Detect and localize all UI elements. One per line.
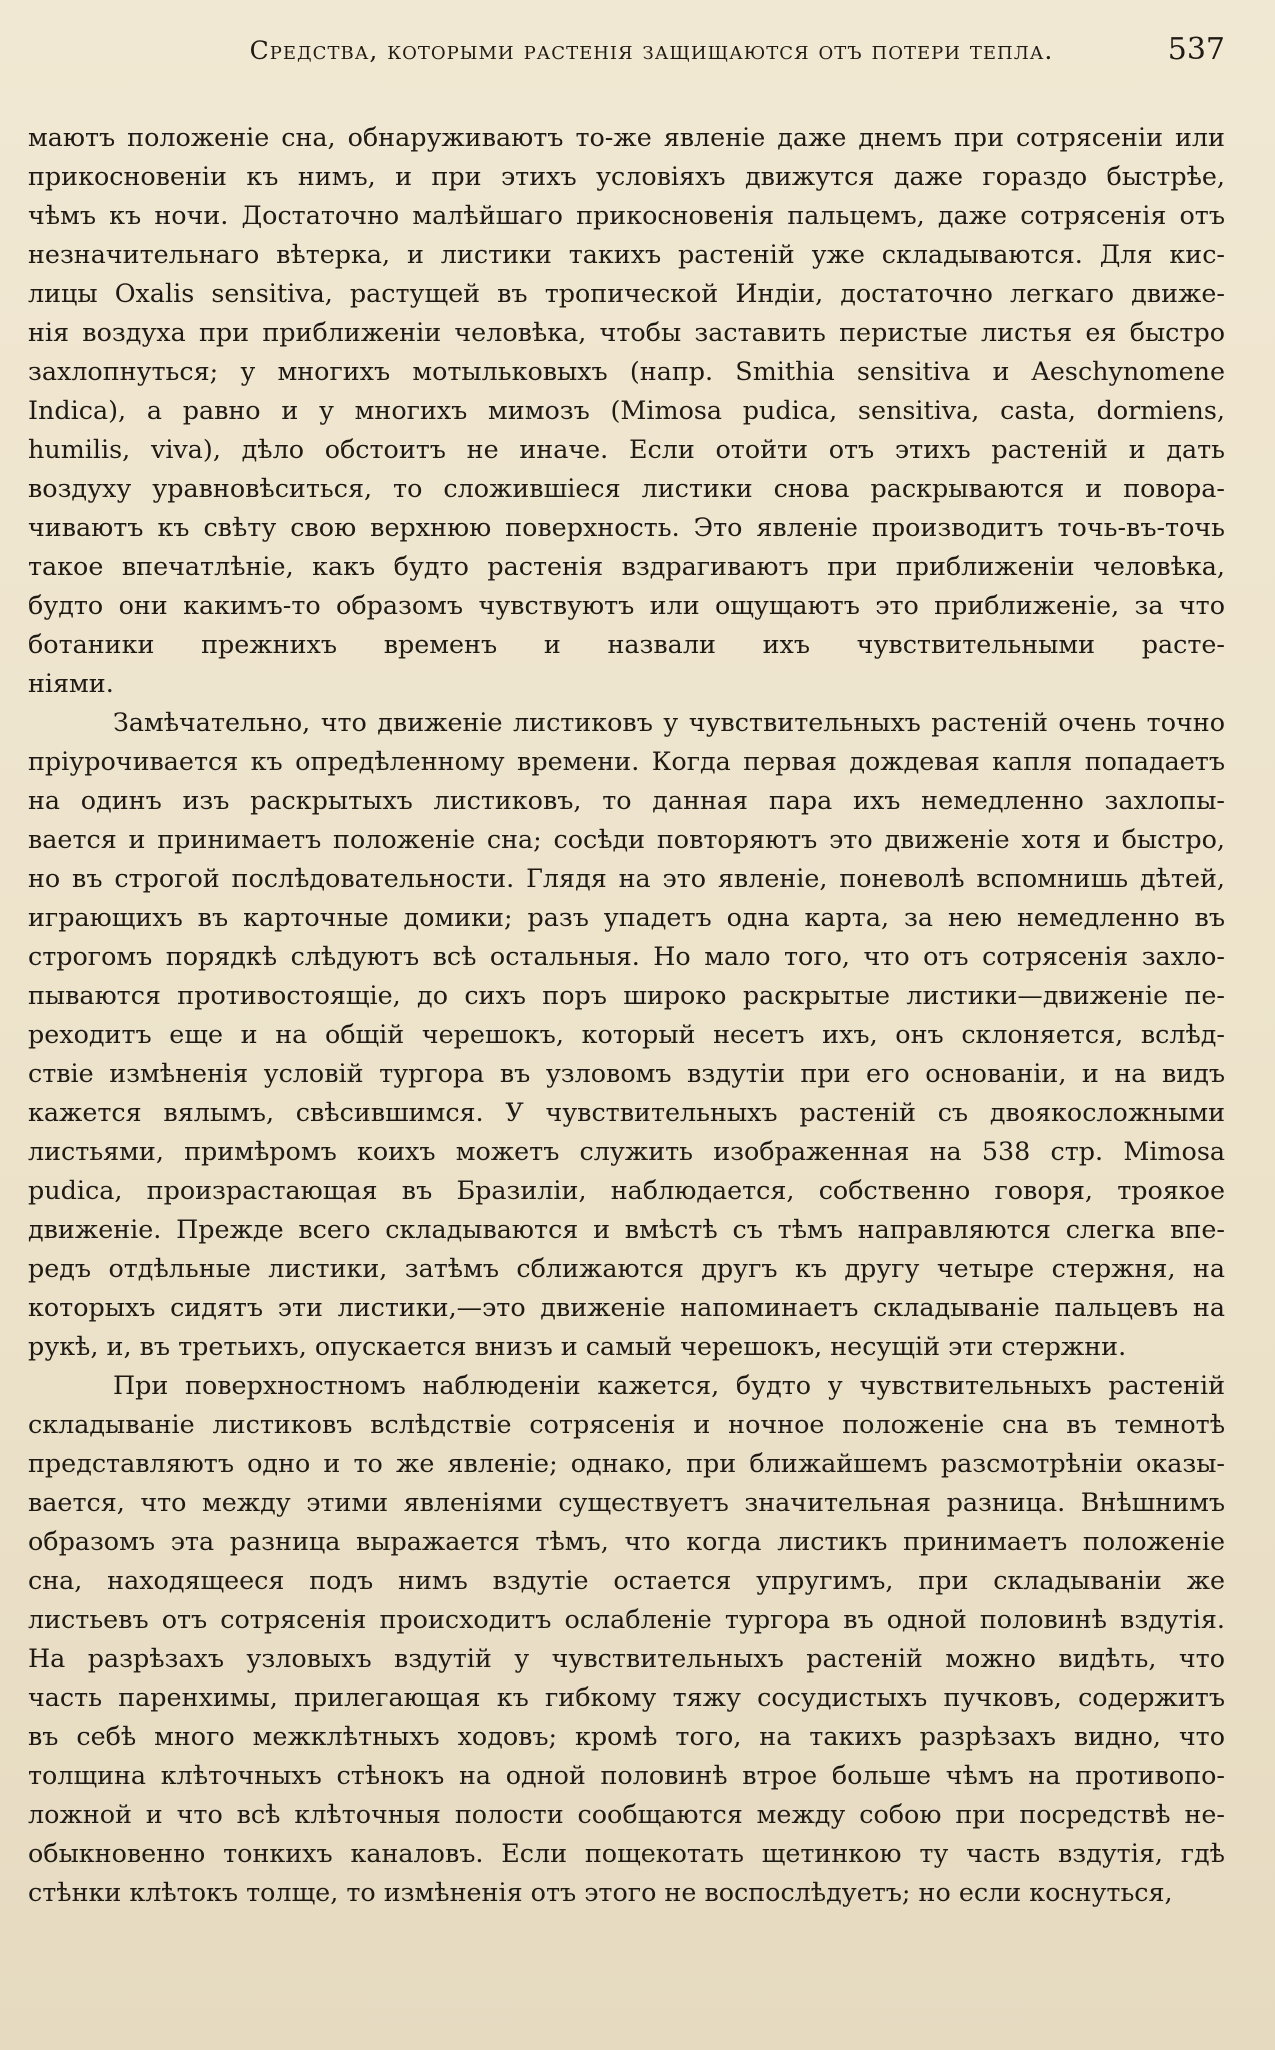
text-line: чѣмъ къ ночи. Достаточно малѣйшаго прикосновенія пальцемъ, даже сотрясенія отъ	[28, 200, 1225, 230]
text-line: на одинъ изъ раскрытыхъ листиковъ, то данная пара ихъ немедленно захлопы-	[28, 785, 1225, 815]
text-line: кажется вялымъ, свѣсившимся. У чувствительныхъ растеній съ двоякосложными	[28, 1097, 1225, 1127]
text-line: реходитъ еще и на общій черешокъ, который несетъ ихъ, онъ склоняется, вслѣд-	[28, 1019, 1225, 1049]
paragraph	[28, 1366, 1225, 1912]
text-line: чиваютъ къ свѣту свою верхнюю поверхность. Это явленіе производитъ точь-въ-точь	[28, 512, 1225, 542]
text-line: стѣнки клѣтокъ толще, то измѣненія отъ этого не воспослѣдуетъ; но если коснуться,	[28, 1877, 1173, 1907]
text-line: но въ строгой послѣдовательности. Глядя на это явленіе, поневолѣ вспомнишь дѣтей,	[28, 863, 1225, 893]
text-line: humilis, viva), дѣло обстоитъ не иначе. Если отойти отъ этихъ растеній и дать	[28, 434, 1225, 464]
text-line: При поверхностномъ наблюденіи кажется, будто у чувствительныхъ растеній	[113, 1370, 1225, 1400]
text-line: На разрѣзахъ узловыхъ вздутій у чувствительныхъ растеній можно видѣть, что	[28, 1643, 1225, 1673]
text-line: такое впечатлѣніе, какъ будто растенія вздрагиваютъ при приближеніи человѣка,	[28, 551, 1225, 581]
text-line: захлопнуться; у многихъ мотыльковыхъ (напр. Smithia sensitiva и Aeschynomene	[28, 356, 1225, 386]
text-line: pudica, произрастающая въ Бразиліи, наблюдается, собственно говоря, троякое	[28, 1175, 1225, 1205]
body-text	[28, 118, 1225, 1912]
text-line: редъ отдѣльные листики, затѣмъ сближаются другъ къ другу четыре стержня, на	[28, 1253, 1225, 1283]
text-line: будто они какимъ-то образомъ чувствуютъ или ощущаютъ это приближеніе, за что	[28, 590, 1225, 620]
text-line: движеніе. Прежде всего складываются и вмѣстѣ съ тѣмъ направляются слегка впе-	[28, 1214, 1225, 1244]
text-line: которыхъ сидятъ эти листики,—это движеніе напоминаетъ складываніе пальцевъ на	[28, 1292, 1225, 1322]
text-line: незначительнаго вѣтерка, и листики такихъ растеній уже складываются. Для кис-	[28, 239, 1225, 269]
paragraph	[28, 118, 1225, 703]
text-line: въ себѣ много межклѣтныхъ ходовъ; кромѣ того, на такихъ разрѣзахъ видно, что	[28, 1721, 1225, 1751]
page-number: 537	[1167, 32, 1225, 67]
text-line: рукѣ, и, въ третьихъ, опускается внизъ и самый черешокъ, несущій эти стержни.	[28, 1331, 1127, 1361]
text-line: вается и принимаетъ положеніе сна; сосѣди повторяютъ это движеніе хотя и быстро,	[28, 824, 1225, 854]
text-line: ботаники прежнихъ временъ и назвали ихъ чувствительными расте-	[28, 629, 1225, 659]
text-line: нія воздуха при приближеніи человѣка, чтобы заставить перистые листья ея быстро	[28, 317, 1225, 347]
text-line: вается, что между этими явленіями существуетъ значительная разница. Внѣшнимъ	[28, 1487, 1225, 1517]
page-header	[28, 32, 1225, 92]
text-line: обыкновенно тонкихъ каналовъ. Если пощекотать щетинкою ту часть вздутія, гдѣ	[28, 1838, 1225, 1868]
text-line: листьями, примѣромъ коихъ можетъ служить изображенная на 538 стр. Mimosa	[28, 1136, 1225, 1166]
text-line: Indica), а равно и у многихъ мимозъ (Mimosa pudica, sensitiva, casta, dormiens,	[28, 395, 1225, 425]
text-line: часть паренхимы, прилегающая къ гибкому тяжу сосудистыхъ пучковъ, содержитъ	[28, 1682, 1225, 1712]
text-line: пываются противостоящіе, до сихъ поръ широко раскрытые листики—движеніе пе-	[28, 980, 1225, 1010]
text-line: представляютъ одно и то же явленіе; однако, при ближайшемъ разсмотрѣніи оказы-	[28, 1448, 1225, 1478]
text-line: строгомъ порядкѣ слѣдуютъ всѣ остальныя. Но мало того, что отъ сотрясенія захло-	[28, 941, 1225, 971]
text-line: складываніе листиковъ вслѣдствіе сотрясенія и ночное положеніе сна въ темнотѣ	[28, 1409, 1225, 1439]
text-line: ложной и что всѣ клѣточныя полости сообщаются между собою при посредствѣ не-	[28, 1799, 1225, 1829]
text-line: Замѣчательно, что движеніе листиковъ у чувствительныхъ растеній очень точно	[113, 707, 1225, 737]
text-line: листьевъ отъ сотрясенія происходитъ ослабленіе тургора въ одной половинѣ вздутія.	[28, 1604, 1225, 1634]
text-line: пріурочивается къ опредѣленному времени. Когда первая дождевая капля попадаетъ	[28, 746, 1225, 776]
running-title: Средства, которыми растенія защищаются отъ потери тепла.	[249, 36, 1054, 65]
paragraph	[28, 703, 1225, 1366]
text-line: ніями.	[28, 668, 114, 698]
text-line: сна, находящееся подъ нимъ вздутіе остается упругимъ, при складываніи же	[28, 1565, 1225, 1595]
text-line: ствіе измѣненія условій тургора въ узловомъ вздутіи при его основаніи, и на видъ	[28, 1058, 1225, 1088]
text-line: маютъ положеніе сна, обнаруживаютъ то-же явленіе даже днемъ при сотрясеніи или	[28, 122, 1225, 152]
text-line: воздуху уравновѣситься, то сложившіеся листики снова раскрываются и повора-	[28, 473, 1225, 503]
text-line: лицы Oxalis sensitiva, растущей въ тропической Индіи, достаточно легкаго движе-	[28, 278, 1225, 308]
text-line: прикосновеніи къ нимъ, и при этихъ условіяхъ движутся даже гораздо быстрѣе,	[28, 161, 1225, 191]
text-line: толщина клѣточныхъ стѣнокъ на одной половинѣ втрое больше чѣмъ на противопо-	[28, 1760, 1225, 1790]
text-line: играющихъ въ карточные домики; разъ упадетъ одна карта, за нею немедленно въ	[28, 902, 1225, 932]
text-line: образомъ эта разница выражается тѣмъ, что когда листикъ принимаетъ положеніе	[28, 1526, 1225, 1556]
